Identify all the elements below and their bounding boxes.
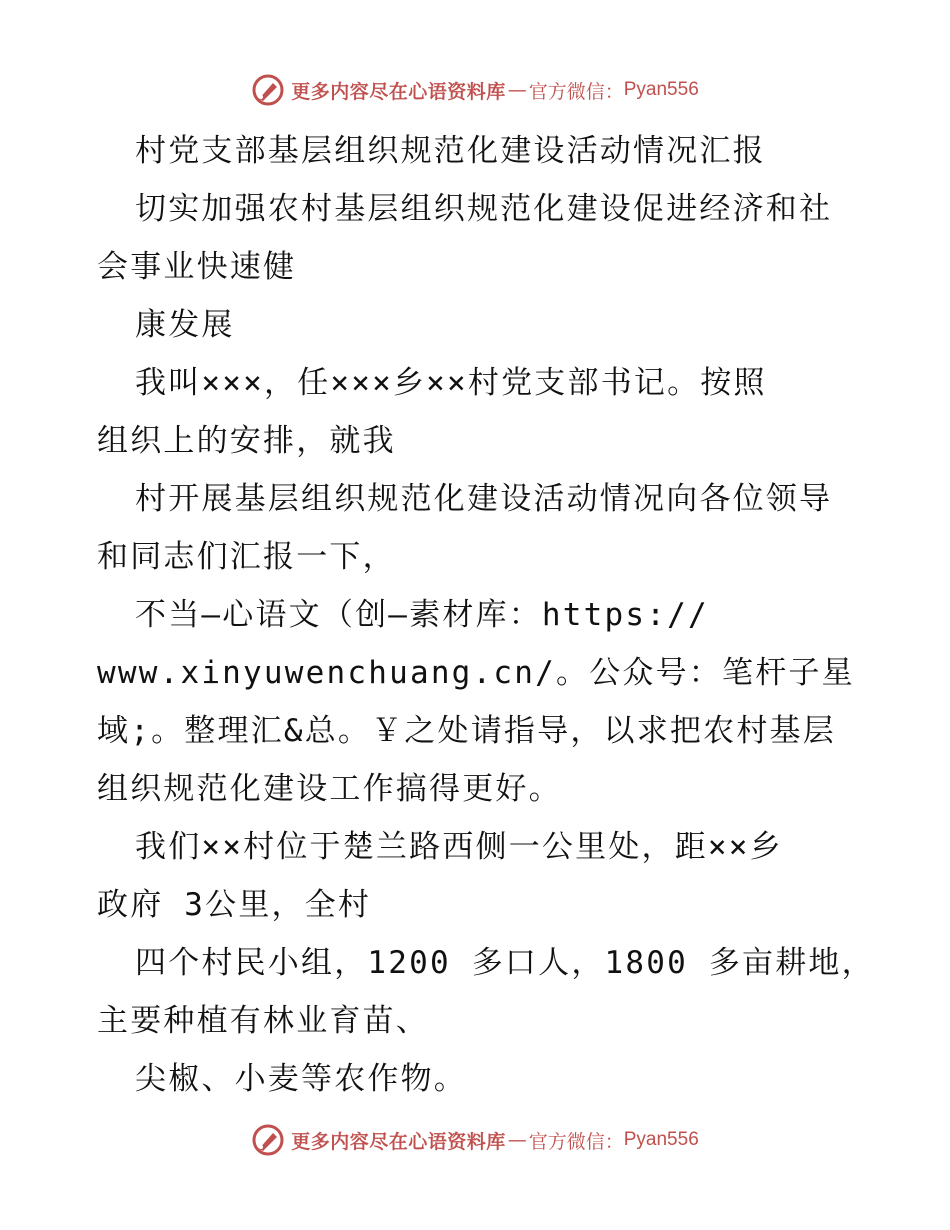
pen-logo-icon (251, 73, 285, 107)
text-line: 组织规范化建设工作搞得更好。 (97, 771, 562, 807)
watermark-separator: — (507, 79, 527, 101)
watermark-text: 更多内容尽在心语资料库 (291, 80, 506, 103)
watermark-label: 官方微信： (528, 1130, 624, 1153)
text-line: 会事业快速健 (97, 249, 297, 285)
watermark-id: Pyan556 (623, 79, 699, 100)
watermark-label: 官方微信： (528, 80, 624, 103)
text-line: 域;。整理汇&总。￥之处请指导，以求把农村基层 (97, 713, 836, 749)
pen-logo-icon (251, 1123, 285, 1157)
watermark-separator: — (507, 1129, 527, 1151)
watermark-banner-bottom (0, 1120, 950, 1160)
text-line: 不当—心语文（创—素材库：https:// (135, 597, 709, 633)
text-line: 和同志们汇报一下， (97, 539, 396, 575)
text-line: 我叫×××，任×××乡××村党支部书记。按照 (135, 365, 767, 401)
text-line: 我们××村位于楚兰路西侧一公里处，距××乡 (135, 829, 783, 865)
text-line: 主要种植有林业育苗、 (97, 1003, 429, 1039)
text-line: 康发展 (135, 307, 235, 343)
doc-title: 村党支部基层组织规范化建设活动情况汇报 (135, 133, 766, 169)
watermark-text: 更多内容尽在心语资料库 (291, 1130, 506, 1153)
text-line: www.xinyuwenchuang.cn/。公众号：笔杆子星 (97, 655, 855, 691)
watermark-id: Pyan556 (623, 1129, 699, 1150)
text-line: 村开展基层组织规范化建设活动情况向各位领导 (135, 481, 833, 517)
text-line: 政府 3公里，全村 (97, 887, 372, 923)
text-line: 组织上的安排，就我 (97, 423, 396, 459)
text-line: 尖椒、小麦等农作物。 (135, 1061, 467, 1097)
text-line: 四个村民小组，1200 多口人，1800 多亩耕地， (135, 945, 875, 981)
document-body (97, 122, 875, 1108)
watermark-banner-top (0, 70, 950, 110)
text-line: 切实加强农村基层组织规范化建设促进经济和社 (135, 191, 833, 227)
